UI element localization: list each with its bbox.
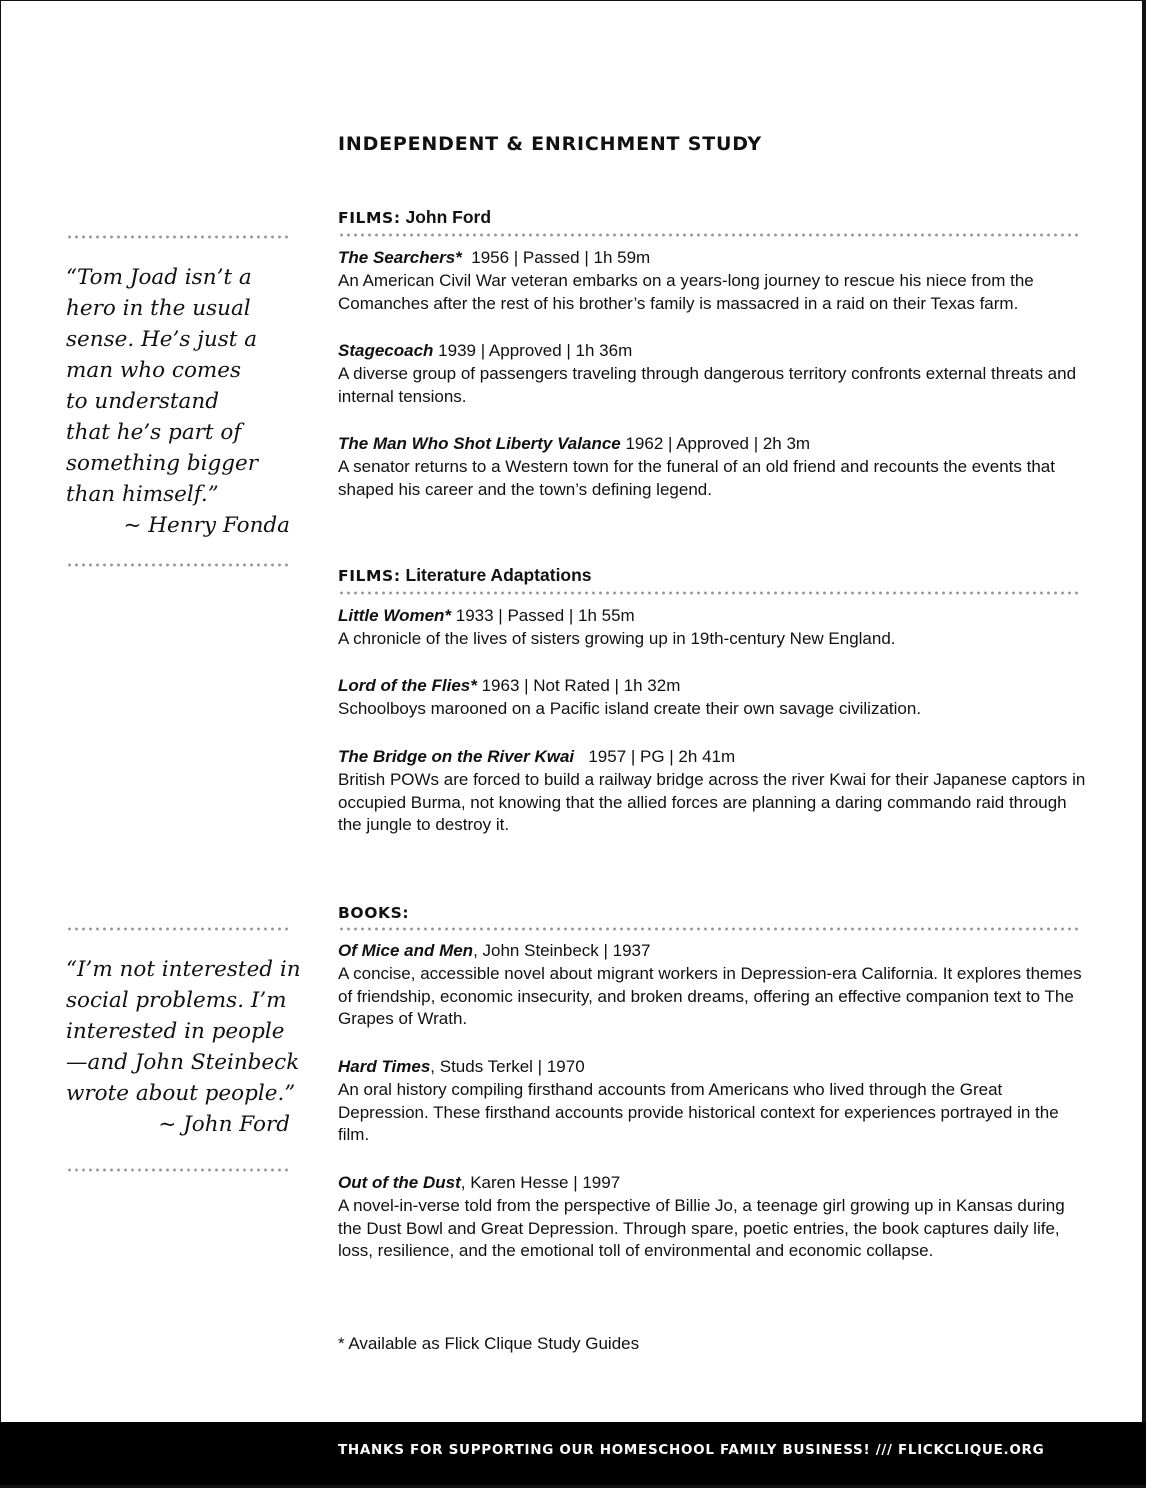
film-description: Schoolboys marooned on a Pacific island create their own savage civilization.: [338, 698, 922, 718]
film-title: The Man Who Shot Liberty Valance: [338, 434, 621, 453]
quote-author: ~ Henry Fonda: [123, 513, 290, 538]
film-entry-bridge-on-the-river-kwai: [338, 746, 1088, 837]
quote-line: “I’m not interested in: [66, 957, 301, 982]
film-description: A diverse group of passengers traveling through dangerous territory confronts external threats and internal tensions.: [338, 363, 1077, 406]
film-description: An American Civil War veteran embarks on a years-long journey to rescue his niece from the Comanches after the rest of his brother’s family is massacred in a raid on their Texas farm.: [338, 270, 1034, 313]
quote-line: sense. He’s just a: [66, 327, 258, 352]
film-meta: 1939 | Approved | 1h 36m: [438, 341, 633, 360]
quote-line: than himself.”: [66, 482, 219, 507]
book-title: Hard Times: [338, 1057, 431, 1076]
book-description: A concise, accessible novel about migrant workers in Depression-era California. It explores themes of friendship, economic insecurity, and broken dreams, offering an effective companion text to The Grapes of Wrath.: [338, 963, 1082, 1029]
quote-divider-bottom: [66, 1168, 290, 1172]
quote-line: interested in people: [66, 1019, 285, 1044]
film-title: The Searchers*: [338, 248, 462, 267]
film-entry-stagecoach: [338, 340, 1088, 408]
book-title: Out of the Dust: [338, 1173, 461, 1192]
film-meta: 1963 | Not Rated | 1h 32m: [481, 676, 681, 695]
book-description: A novel-in-verse told from the perspective of Billie Jo, a teenage girl growing up in Kansas during the Dust Bowl and Great Depression. Through spare, poetic entries, the book captures daily life, loss, resilience, and the emotional toll of environmental and economic collapse.: [338, 1195, 1065, 1261]
quote-divider-bottom: [66, 563, 290, 567]
section-subtitle: John Ford: [405, 207, 492, 227]
quote-line: to understand: [66, 389, 219, 414]
film-title: The Bridge on the River Kwai: [338, 747, 575, 766]
film-entry-liberty-valance: [338, 433, 1088, 501]
film-title: Stagecoach: [338, 341, 434, 360]
book-description: An oral history compiling firsthand accounts from Americans who lived through the Great Depression. These firsthand accounts provide historical context for experiences portrayed in the film.: [338, 1079, 1059, 1145]
quote-line: social problems. I’m: [66, 988, 287, 1013]
section-heading-literature-adaptations: [338, 565, 1082, 586]
book-title: Of Mice and Men: [338, 941, 474, 960]
quote-line: “Tom Joad isn’t a: [66, 265, 252, 290]
quote-line: that he’s part of: [66, 420, 242, 445]
footer-text: THANKS FOR SUPPORTING OUR HOMESCHOOL FAMILY BUSINESS! /// FLICKCLIQUE.ORG: [338, 1442, 1045, 1458]
footnote: * Available as Flick Clique Study Guides: [338, 1334, 640, 1353]
quote-line: man who comes: [66, 358, 242, 383]
book-meta: , Karen Hesse | 1997: [460, 1173, 621, 1192]
quote-author: ~ John Ford: [158, 1112, 290, 1137]
film-meta: 1962 | Approved | 2h 3m: [625, 434, 811, 453]
section-label: BOOKS:: [338, 904, 410, 922]
quote-line: something bigger: [66, 451, 259, 476]
film-description: A chronicle of the lives of sisters growing up in 19th-century New England.: [338, 628, 896, 648]
film-meta: 1933 | Passed | 1h 55m: [455, 606, 635, 625]
section-heading-books: [338, 902, 1082, 923]
film-description: British POWs are forced to build a railway bridge across the river Kwai for their Japanese captors in occupied Burma, not knowing that the allied forces are planning a daring commando raid through the jungle to destroy it.: [338, 769, 1086, 835]
book-meta: , John Steinbeck | 1937: [473, 941, 651, 960]
section-divider: [338, 591, 1082, 595]
section-subtitle: Literature Adaptations: [405, 565, 592, 585]
film-title: Lord of the Flies*: [338, 676, 477, 695]
quote-line: —and John Steinbeck: [66, 1050, 300, 1075]
book-entry-out-of-the-dust: [338, 1172, 1088, 1263]
film-entry-lord-of-the-flies: [338, 675, 1088, 721]
pull-quote-henry-fonda: [66, 262, 290, 541]
section-divider: [338, 927, 1082, 931]
section-label: FILMS:: [338, 567, 401, 585]
film-meta: 1957 | PG | 2h 41m: [588, 747, 736, 766]
film-meta: 1956 | Passed | 1h 59m: [471, 248, 651, 267]
quote-line: hero in the usual: [66, 296, 251, 321]
book-entry-hard-times: [338, 1056, 1088, 1147]
footer-bar: [0, 1422, 1146, 1485]
quote-divider-top: [66, 235, 290, 239]
section-label: FILMS:: [338, 209, 401, 227]
quote-divider-top: [66, 927, 290, 931]
section-divider: [338, 233, 1082, 237]
film-description: A senator returns to a Western town for the funeral of an old friend and recounts the events that shaped his career and the town’s defining legend.: [338, 456, 1055, 499]
book-meta: , Studs Terkel | 1970: [430, 1057, 585, 1076]
film-entry-the-searchers: [338, 247, 1088, 315]
film-title: Little Women*: [338, 606, 452, 625]
quote-line: wrote about people.”: [66, 1081, 296, 1106]
book-entry-of-mice-and-men: [338, 940, 1088, 1031]
page-title: INDEPENDENT & ENRICHMENT STUDY: [338, 133, 762, 155]
film-entry-little-women: [338, 605, 1088, 651]
pull-quote-john-ford: [66, 954, 301, 1140]
section-heading-films-john-ford: [338, 207, 1082, 228]
